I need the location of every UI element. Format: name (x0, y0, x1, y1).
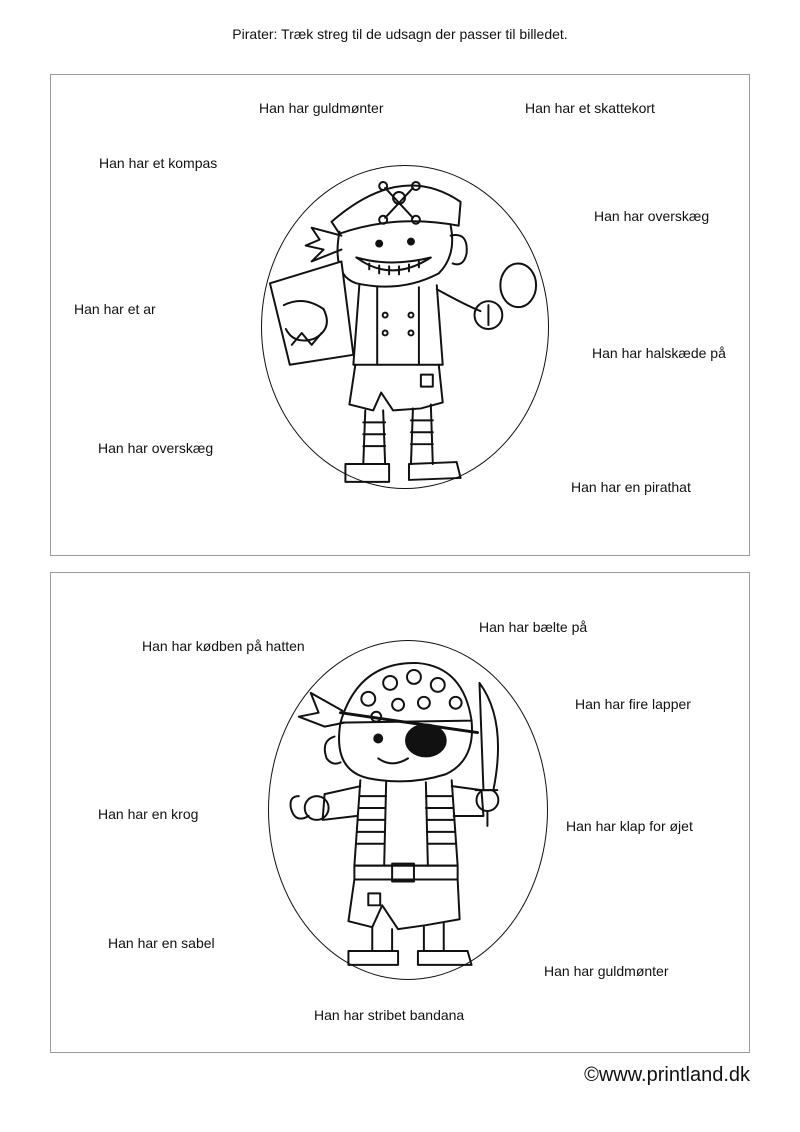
statement-1-8[interactable]: Han har en pirathat (571, 479, 691, 495)
statement-2-8[interactable]: Han har stribet bandana (314, 1007, 465, 1023)
pirate-with-sabre-illustration (269, 641, 547, 979)
statement-1-2[interactable]: Han har et skattekort (525, 100, 655, 116)
exercise-panel-2 (50, 572, 750, 1053)
statement-2-7[interactable]: Han har guldmønter (544, 963, 669, 979)
page-title: Pirater: Træk streg til de udsagn der passer til billedet. (232, 26, 568, 42)
statement-2-6[interactable]: Han har en sabel (108, 935, 215, 951)
statement-1-1[interactable]: Han har guldmønter (259, 100, 384, 116)
copyright-footer: ©www.printland.dk (584, 1064, 750, 1086)
statement-2-3[interactable]: Han har fire lapper (575, 696, 691, 712)
statement-1-6[interactable]: Han har halskæde på (592, 345, 726, 361)
statement-2-5[interactable]: Han har klap for øjet (566, 818, 693, 834)
exercise-panel-1 (50, 74, 750, 556)
pirate-illustration-oval (261, 165, 549, 489)
statement-2-1[interactable]: Han har bælte på (479, 619, 588, 635)
pirate-illustration-oval (268, 640, 548, 980)
statement-1-5[interactable]: Han har et ar (74, 301, 156, 317)
statement-2-2[interactable]: Han har kødben på hatten (142, 638, 305, 654)
statement-1-7[interactable]: Han har overskæg (98, 440, 214, 456)
pirate-with-map-illustration (262, 166, 548, 488)
statement-2-4[interactable]: Han har en krog (98, 806, 199, 822)
statement-1-3[interactable]: Han har et kompas (99, 155, 218, 171)
statement-1-4[interactable]: Han har overskæg (594, 208, 710, 224)
